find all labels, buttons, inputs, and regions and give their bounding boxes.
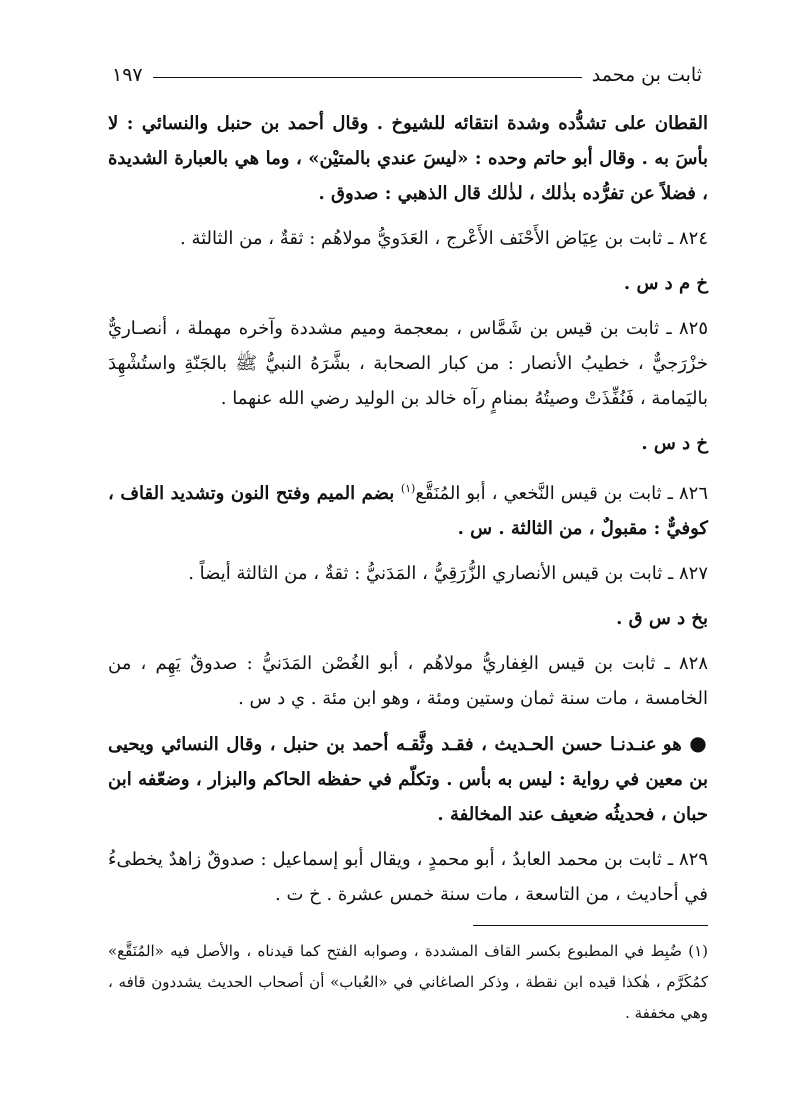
entry-829: ٨٢٩ ـ ثابت بن محمد العابدُ ، أبو محمدٍ ، ويقال أبو إسماعيل : صدوقٌ زاهدٌ يخطىءُ في أحاديث ، من التاسعة ، مات سنة خمس عشرة . خ ت . xyxy=(108,849,708,905)
footnote-rule xyxy=(473,925,708,926)
editor-note xyxy=(108,726,708,832)
header-rule xyxy=(153,77,582,78)
page-number: ١٩٧ xyxy=(112,64,143,86)
editor-note-text: هو عنـدنـا حسن الحـديث ، فقـد وثَّقـه أحمد بن حنبل ، وقال النسائي ويحيى بن معين في رواية : ليس به بأس . وتكلّم في حفظه الحاكم والبزار ، وضعّفه ابن حبان ، فحديثُه ضعيف عند المخالفة . xyxy=(108,734,708,825)
paragraph-continuation: القطان على تشدُّده وشدة انتقائه للشيوخ . وقال أحمد بن حنبل والنسائي : لا بأسَ به . وقال أبو حاتم وحده : «ليسَ عندي بالمتيْن» ، وما هي بالعبارة الشديدة ، فضلاً عن تفرُّده بذٰلك ، لذٰلك قال الذهبي : صدوق . xyxy=(108,113,708,204)
page-body xyxy=(108,106,708,922)
footnote-text: (١) ضُبِط في المطبوع بكسر القاف المشددة ، وصوابه الفتح كما قيدناه ، والأصل فيه «المُنَقَّع» كمُكَرَّم ، هٰكذا قيده ابن نقطة ، وذكر الصاغاني في «العُباب» أن أصحاب الحديث يشددون قافه ، وهي مخففة . xyxy=(108,942,708,1022)
entry-826-head: ٨٢٦ ـ ثابت بن قيس النَّخعي ، أبو المُنَقَّع xyxy=(415,483,708,504)
entry-824-sigla: خ م د س . xyxy=(623,273,708,294)
entry-825-sigla: خ د س . xyxy=(641,433,708,454)
entry-826-tail: بضم الميم وفتح النون وتشديد القاف ، كوفيٌّ : مقبولٌ ، من الثالثة . س . xyxy=(108,483,708,539)
entry-826 xyxy=(108,471,708,546)
footnote xyxy=(108,936,708,1029)
note-bullet: ● xyxy=(689,731,708,755)
running-header xyxy=(112,58,702,92)
entry-828: ٨٢٨ ـ ثابت بن قيس الغِفاريُّ مولاهُم ، أبو الغُصْن المَدَنيُّ : صدوقٌ يَهِم ، من الخامسة ، مات سنة ثمان وستين ومئة ، وهو ابن مئة . ي د س . xyxy=(108,653,708,709)
entry-827-sigla: بخ د س ق . xyxy=(616,608,708,629)
running-title: ثابت بن محمد xyxy=(591,64,702,86)
entry-824: ٨٢٤ ـ ثابت بن عِيَاض الأَحْنَف الأَعْرج ، العَدَويُّ مولاهُم : ثقةٌ ، من الثالثة . xyxy=(180,228,708,249)
entry-827: ٨٢٧ ـ ثابت بن قيس الأنصاري الزُّرَقِيُّ ، المَدَنيُّ : ثقةٌ ، من الثالثة أيضاً . xyxy=(188,563,708,584)
footnote-ref: (١) xyxy=(400,482,416,495)
entry-825: ٨٢٥ ـ ثابت بن قيس بن شَمَّاس ، بمعجمة وميم مشددة وآخره مهملة ، أنصـاريٌّ خزْرَجيٌّ ، خطيبُ الأنصار : من كبار الصحابة ، بشَّرَهُ النبيُّ ﷺ بالجَنّةِ واستُشْهِدَ باليَمامة ، فَنُفِّذَتْ وصيتُهُ بمنامٍ رآه خالد بن الوليد رضي الله عنهما . xyxy=(108,318,708,409)
